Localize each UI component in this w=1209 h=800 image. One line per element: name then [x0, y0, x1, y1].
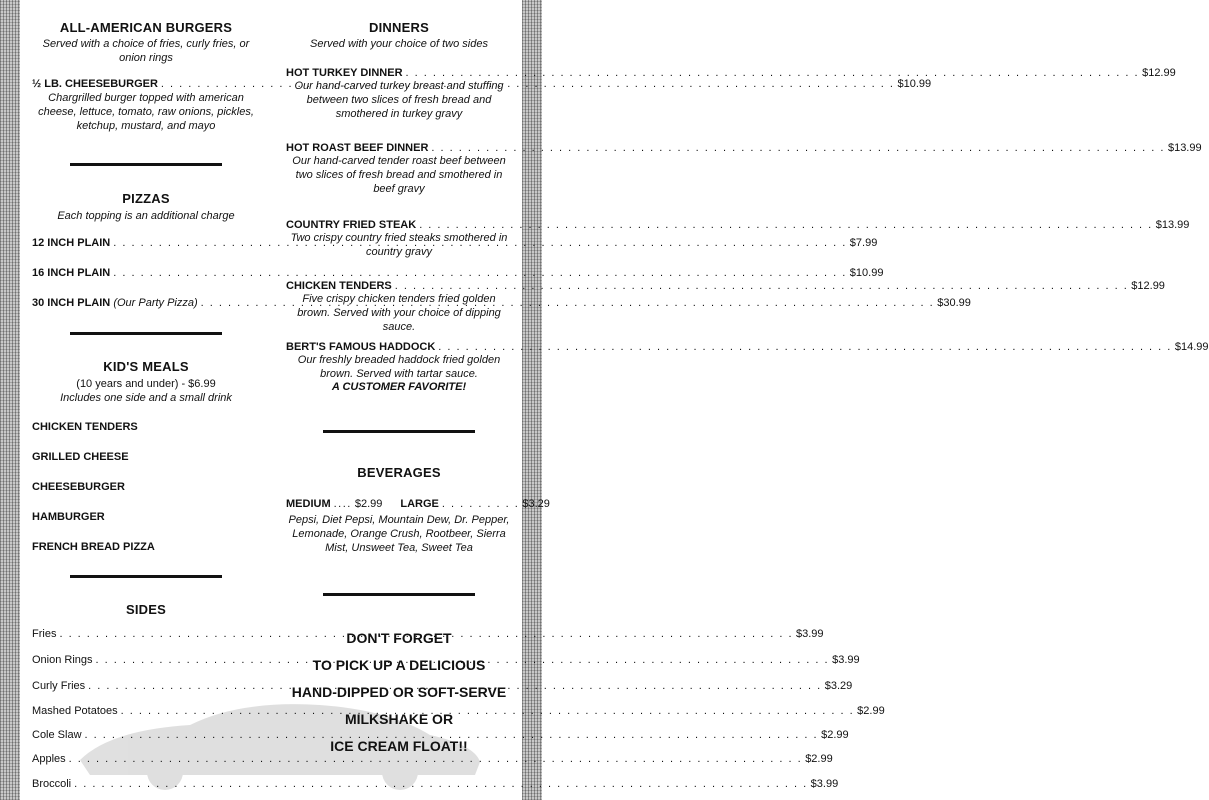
menu-item-dinner [286, 341, 1209, 393]
menu-item-cheeseburger [32, 78, 932, 90]
kids-item: GRILLED CHEESE [32, 451, 129, 463]
item-name: HOT ROAST BEEF DINNER [286, 142, 429, 154]
item-name: Broccoli [32, 778, 72, 790]
item-price: $7.99 [849, 237, 878, 249]
side-item [32, 778, 839, 790]
item-price: $10.99 [849, 267, 884, 279]
large-price: $3.29 [522, 498, 550, 510]
burgers-subtitle: Served with a choice of fries, curly fries, or onion rings [42, 38, 250, 64]
item-description: Our hand-carved tender roast beef between two slices of fresh bread and smothered in beef gravy [292, 155, 506, 195]
promo-line: ICE CREAM FLOAT!! [330, 738, 468, 754]
dinners-title: DINNERS [369, 20, 429, 35]
kids-section [32, 359, 260, 405]
item-description: Chargrilled burger topped with american cheese, lettuce, tomato, raw onions, pickles, ketchup, mustard, and mayo [38, 92, 254, 132]
item-name: Onion Rings [32, 654, 93, 666]
item-name: 12 INCH PLAIN [32, 237, 111, 249]
pizzas-title: PIZZAS [122, 191, 170, 206]
item-price: $2.99 [805, 753, 833, 765]
side-item [32, 705, 885, 717]
item-name: Mashed Potatoes [32, 705, 118, 717]
item-description: Our hand-carved turkey breast and stuffing between two slices of fresh bread and smothered in turkey gravy [294, 80, 504, 120]
beverage-list: Pepsi, Diet Pepsi, Mountain Dew, Dr. Pepper, Lemonade, Orange Crush, Rootbeer, Sierra Mist, Unsweet Tea, Sweet Tea [288, 514, 510, 554]
side-item [32, 753, 833, 765]
dot-leader: .... [333, 498, 352, 510]
item-name: COUNTRY FRIED STEAK [286, 219, 417, 231]
item-price: $3.99 [810, 778, 839, 790]
medium-price: $2.99 [354, 498, 383, 510]
section-divider [70, 163, 222, 166]
promo-line: HAND-DIPPED OR SOFT-SERVE [291, 684, 507, 700]
menu-item-pizza [32, 237, 878, 249]
menu-item-dinner [286, 142, 1202, 196]
medium-label: MEDIUM [286, 498, 331, 510]
item-name: 16 INCH PLAIN [32, 267, 111, 279]
kids-item: HAMBURGER [32, 511, 105, 523]
item-price: $3.99 [796, 628, 824, 640]
dinners-subtitle: Served with your choice of two sides [310, 38, 488, 50]
side-item [32, 729, 849, 741]
item-name: HOT TURKEY DINNER [286, 67, 403, 79]
item-price: $3.99 [832, 654, 860, 666]
customer-favorite-callout: A CUSTOMER FAVORITE! [331, 381, 467, 393]
dot-leader [419, 219, 1153, 231]
section-divider [70, 332, 222, 335]
item-price: $2.99 [821, 729, 849, 741]
sides-title: SIDES [125, 602, 166, 617]
promo-line: MILKSHAKE OR [344, 711, 454, 727]
left-border-pattern [0, 0, 20, 800]
item-name-text: 30 INCH PLAIN [32, 297, 111, 309]
beverage-sizes [286, 498, 550, 510]
promo-block [276, 625, 522, 760]
dot-leader [113, 267, 847, 279]
item-description: Two crispy country fried steaks smothered in country gravy [290, 232, 508, 258]
item-price: $13.99 [1155, 219, 1190, 231]
dinners-section [286, 20, 512, 51]
item-description: Our freshly breaded haddock fried golden brown. Served with tartar sauce. [297, 354, 501, 380]
burgers-title: ALL-AMERICAN BURGERS [59, 20, 233, 35]
kids-line1: (10 years and under) - $6.99 [76, 378, 216, 390]
dot-leader [431, 142, 1165, 154]
item-name: Cole Slaw [32, 729, 82, 741]
menu-item-pizza [32, 267, 884, 279]
pizzas-subtitle: Each topping is an additional charge [57, 210, 235, 222]
item-price: $13.99 [1167, 142, 1202, 154]
kids-item: CHICKEN TENDERS [32, 421, 138, 433]
item-price: $2.99 [857, 705, 885, 717]
item-price: $30.99 [937, 297, 971, 309]
item-name: CHICKEN TENDERS [286, 280, 392, 292]
kids-title: KID'S MEALS [103, 359, 189, 374]
beverages-title: BEVERAGES [357, 465, 441, 480]
dot-leader [406, 67, 1140, 79]
dot-leader [438, 341, 1172, 353]
item-name: Apples [32, 753, 66, 765]
menu-item-pizza [32, 297, 971, 309]
kids-item: CHEESEBURGER [32, 481, 125, 493]
dot-leader: . . . . . . . . . [441, 498, 520, 510]
item-note: (Our Party Pizza) [113, 297, 198, 309]
pizzas-section [32, 191, 260, 223]
item-price: $12.99 [1131, 280, 1165, 292]
section-divider [70, 575, 222, 578]
item-name: BERT'S FAMOUS HADDOCK [286, 341, 436, 353]
promo-line: TO PICK UP A DELICIOUS [312, 657, 486, 673]
item-description: Five crispy chicken tenders fried golden brown. Served with your choice of dipping sauce. [297, 293, 501, 333]
item-name: ½ LB. CHEESEBURGER [32, 78, 158, 90]
item-name: Curly Fries [32, 680, 86, 692]
item-price: $12.99 [1142, 67, 1176, 79]
item-price: $3.29 [824, 680, 853, 692]
item-name [32, 297, 198, 309]
large-label: LARGE [400, 498, 439, 510]
dot-leader [74, 778, 808, 790]
section-divider [323, 593, 475, 596]
kids-line2: Includes one side and a small drink [60, 392, 232, 404]
kids-item: FRENCH BREAD PIZZA [32, 541, 155, 553]
dot-leader [395, 280, 1129, 292]
item-name: Fries [32, 628, 57, 640]
section-divider [323, 430, 475, 433]
dot-leader [161, 78, 895, 90]
item-price: $14.99 [1174, 341, 1209, 353]
item-price: $10.99 [897, 78, 932, 90]
promo-line: DON'T FORGET [346, 630, 452, 646]
